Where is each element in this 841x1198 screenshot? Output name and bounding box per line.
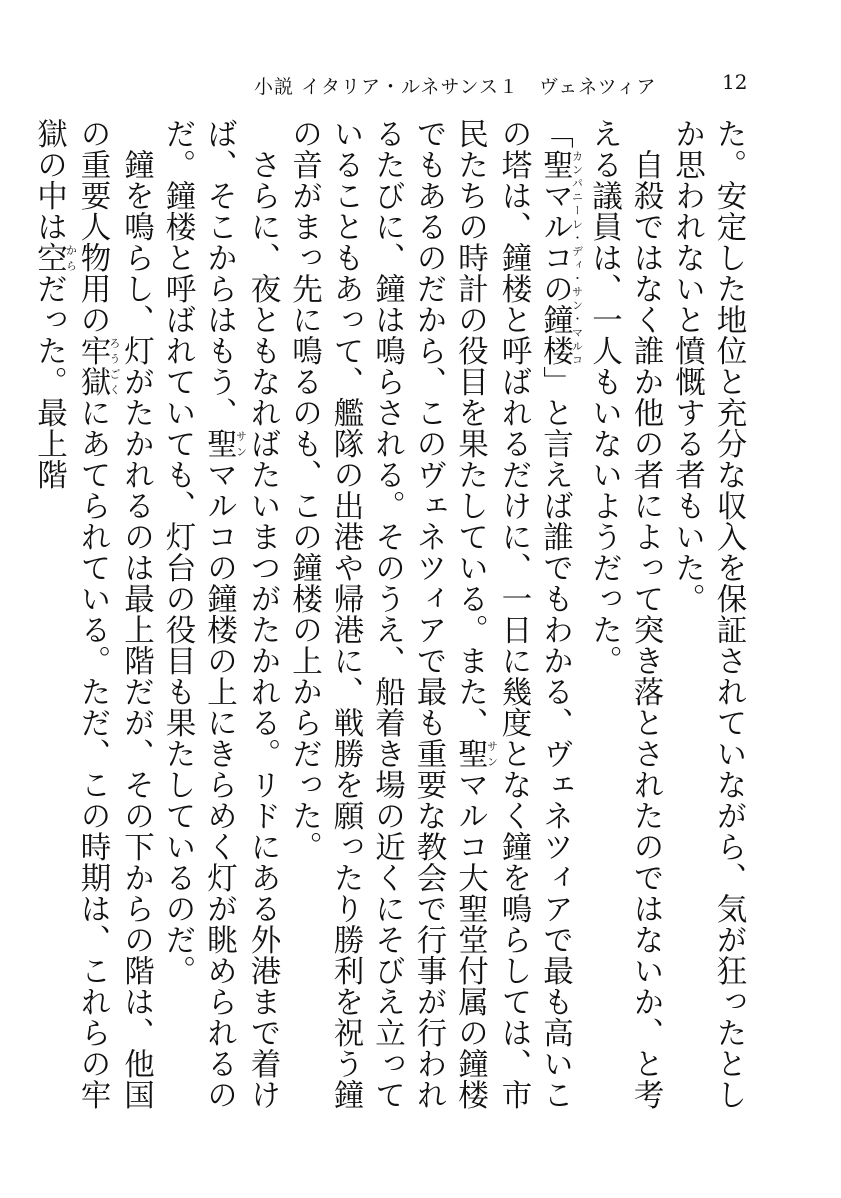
- paragraph-1: た。安定した地位と充分な収入を保証されていながら、気が狂ったとしか思われないと憤慨する者もいた。: [669, 118, 746, 1110]
- paragraph-4-segment-1: さらに、夜ともなればたいまつがたかれる。リドにある外港まで着けば、そこからはもう、: [201, 118, 280, 1110]
- ruby-campanile: [537, 149, 584, 366]
- ruby-san-2-base: 聖: [201, 428, 237, 459]
- paragraph-5-segment-2: にあてられている。ただ、この時期は、これらの牢獄の中は: [31, 118, 110, 1110]
- paragraph-3-segment-2: マルコ大聖堂付属の鐘楼でもあるのだから、このヴェネツィアで最も重要な教会で行事が行われるたびに、鐘は鳴らされる。そのうえ、船着き場の近くにそびえ立っていることもあって、艦隊の出港や帰港に、戦勝を願ったり勝利を祝う鐘の音がまっ先に鳴るのも、この鐘楼の上からだった。: [286, 118, 488, 1110]
- ruby-san-1-reading: サン: [485, 738, 499, 769]
- paragraph-5-segment-3: だった。最上階: [31, 273, 67, 490]
- page-number: 12: [722, 70, 748, 94]
- ruby-san-2: [201, 428, 248, 459]
- ruby-san-1-base: 聖: [452, 738, 488, 769]
- ruby-prison: [75, 335, 121, 397]
- ruby-san-1: [452, 738, 499, 769]
- body-text: [31, 118, 749, 1118]
- running-header: 小説 イタリア・ルネサンス１ ヴェネツィア: [254, 76, 657, 98]
- ruby-empty: [31, 242, 78, 273]
- ruby-empty-base: 空: [31, 242, 67, 273]
- paragraph-2: 自殺ではなく誰か他の者によって突き落とされたのではないか、と考える議員は、一人もいないようだった。: [586, 118, 663, 1110]
- paragraph-5: [28, 118, 157, 1118]
- ruby-campanile-reading: カンパニーレ・ディ・サン・マルコ: [570, 149, 584, 366]
- paragraph-4: [157, 118, 284, 1118]
- quote-open: 「: [537, 118, 573, 149]
- paragraph-5-segment-1: 鐘を鳴らし、灯がたかれるのは最上階だが、その下からの階は、他国の重要人物用の: [75, 118, 154, 1110]
- ruby-prison-reading: ろうごく: [108, 335, 121, 397]
- paragraph-3-segment-1: と言えば誰でもわかる、ヴェネツィアで最も高いこの塔は、鐘楼と呼ばれるだけに、一日に幾度となく鐘を鳴らしては、市民たちの時計の役目を果たしている。また、: [452, 118, 573, 1110]
- paragraph-3: [283, 118, 583, 1118]
- quote-close: 」: [537, 366, 573, 397]
- ruby-campanile-base: 聖マルコの鐘楼: [537, 149, 573, 366]
- ruby-empty-reading: から: [64, 242, 78, 273]
- paragraph-4-segment-2: マルコの鐘楼の上にきらめく灯が眺められるのだ。鐘楼と呼ばれていても、灯台の役目も果たしているのだ。: [160, 118, 237, 1110]
- ruby-san-2-reading: サン: [234, 428, 248, 459]
- ruby-prison-base: 牢獄: [75, 335, 110, 397]
